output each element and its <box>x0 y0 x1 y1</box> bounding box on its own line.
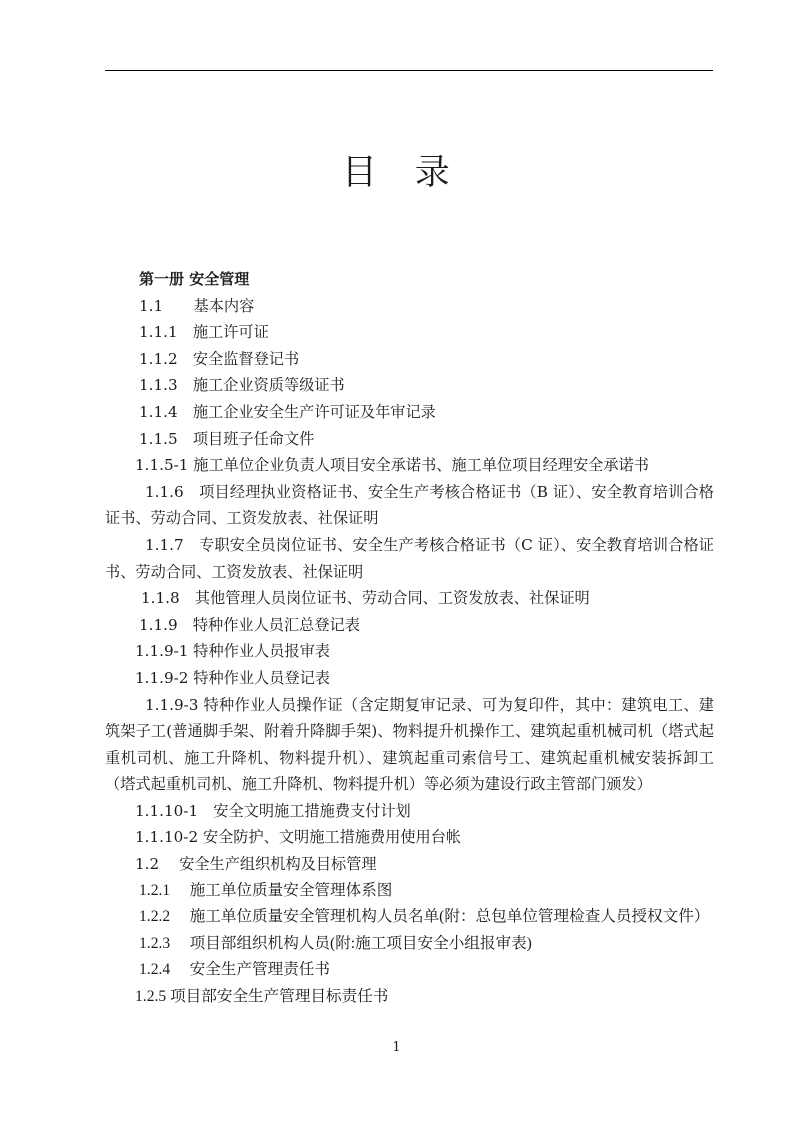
toc-entry: 1.2.3 项目部组织机构人员(附:施工项目安全小组报审表) <box>139 934 532 952</box>
toc-entry: 1.1.9-3 特种作业人员操作证（含定期复审记录、可为复印件，其中：建筑电工、建筑架子工(普通脚手架、附着升降脚手架)、物料提升机操作工、建筑起重机械司机（塔式起重机司机、施工升降机、物料提升机）、建筑起重司索信号工、建筑起重机械安装拆卸工（塔式起重机司机、施工升降机、物料提升机）等必须为建设行政主管部门颁发） <box>105 695 714 794</box>
toc-entry: 1.2.5 项目部安全生产管理目标责任书 <box>135 988 389 1006</box>
toc-entry: 1.2.4 安全生产管理责任书 <box>139 961 331 979</box>
toc-entry: 1.1.10-2 安全防护、文明施工措施费用使用台帐 <box>135 828 462 847</box>
page-title: 目 录 <box>341 153 452 193</box>
toc-entry: 1.1.7 专职安全员岗位证书、安全生产考核合格证书（C 证）、安全教育培训合格证书、劳动合同、工资发放表、社保证明 <box>105 535 714 581</box>
table-of-contents <box>105 266 714 1011</box>
page-number: 1 <box>392 1040 401 1055</box>
toc-entry: 1.1 基本内容 <box>139 296 255 315</box>
header-separator-rule <box>105 70 713 71</box>
toc-entry: 1.1.1 施工许可证 <box>139 323 269 342</box>
toc-entry: 1.1.9-1 特种作业人员报审表 <box>135 642 330 661</box>
toc-entry: 1.2 安全生产组织机构及目标管理 <box>135 855 377 874</box>
toc-entry: 1.1.10-1 安全文明施工措施费支付计划 <box>135 801 411 820</box>
toc-entry: 1.1.9-2 特种作业人员登记表 <box>135 668 330 687</box>
toc-entry: 1.1.5-1 施工单位企业负责人项目安全承诺书、施工单位项目经理安全承诺书 <box>135 456 649 475</box>
toc-entry: 1.1.4 施工企业安全生产许可证及年审记录 <box>139 402 436 421</box>
toc-entry: 第一册 安全管理 <box>139 270 250 288</box>
toc-entry: 1.1.6 项目经理执业资格证书、安全生产考核合格证书（B 证）、安全教育培训合格证书、劳动合同、工资发放表、社保证明 <box>105 482 714 528</box>
toc-entry: 1.1.5 项目班子任命文件 <box>139 429 315 448</box>
toc-entry: 1.2.2 施工单位质量安全管理机构人员名单(附：总包单位管理检查人员授权文件） <box>139 908 710 926</box>
toc-entry: 1.1.8 其他管理人员岗位证书、劳动合同、工资发放表、社保证明 <box>141 589 590 608</box>
toc-entry: 1.1.3 施工企业资质等级证书 <box>139 376 345 395</box>
toc-entry: 1.1.9 特种作业人员汇总登记表 <box>139 615 360 634</box>
toc-entry: 1.2.1 施工单位质量安全管理体系图 <box>139 881 393 899</box>
toc-entry: 1.1.2 安全监督登记书 <box>139 349 300 368</box>
